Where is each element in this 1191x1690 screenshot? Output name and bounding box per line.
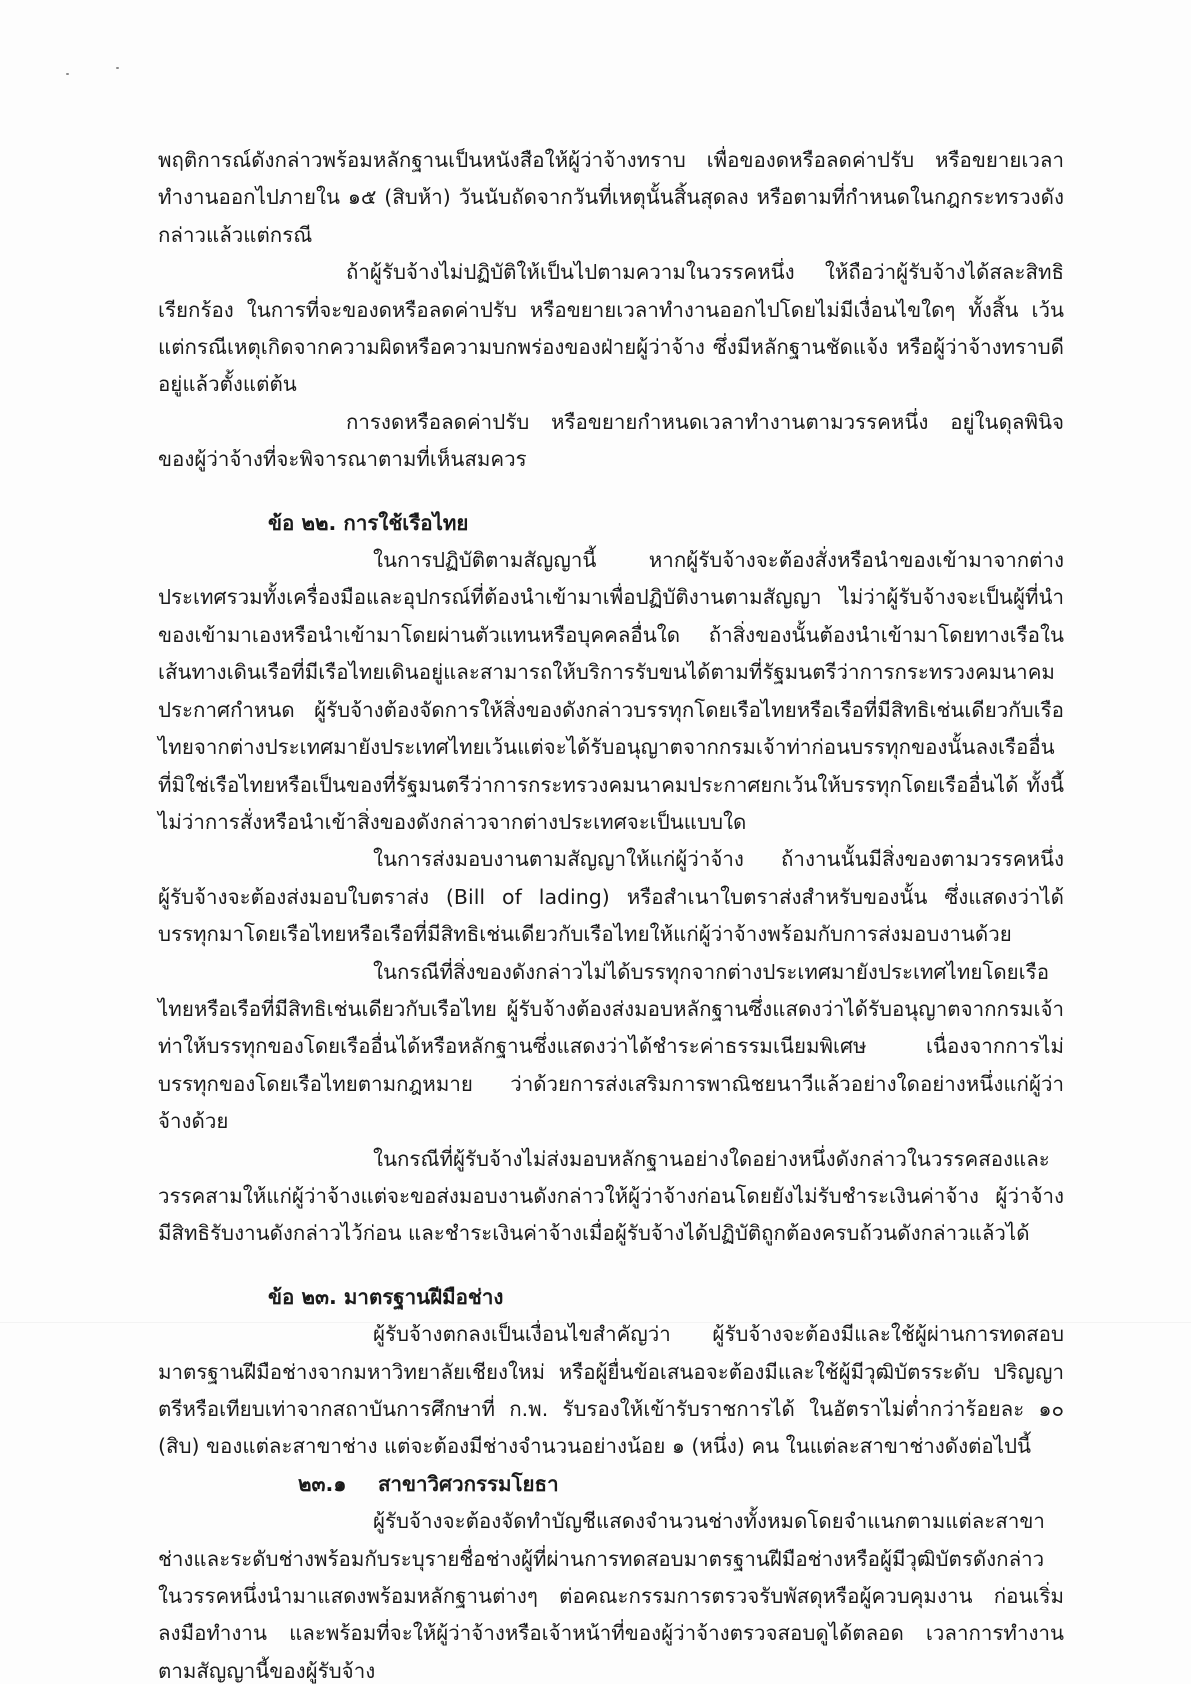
paragraph: ในกรณีที่สิ่งของดังกล่าวไม่ได้บรรทุกจากต่างประเทศมายังประเทศไทยโดยเรือไทยหรือเรือที่มีสิทธิเช่นเดียวกับเรือไทย ผู้รับจ้างต้องส่งมอบหลักฐานซึ่งแสดงว่าได้รับอนุญาตจากกรมเจ้าท่าให้บรรทุกของโดยเรืออื่นได้หรือหลักฐานซึ่งแสดงว่าได้ชำระค่าธรรมเนียมพิเศษ เนื่องจากการไม่บรรทุกของโดยเรือไทยตามกฎหมาย ว่าด้วยการส่งเสริมการพาณิชยนาวีแล้วอย่างใดอย่างหนึ่งแก่ผู้ว่าจ้างด้วย — [158, 959, 1064, 1134]
spacer — [158, 479, 1064, 505]
paragraph: ถ้าผู้รับจ้างไม่ปฏิบัติให้เป็นไปตามความในวรรคหนึ่ง ให้ถือว่าผู้รับจ้างได้สละสิทธิเรียกร้อง ในการที่จะของดหรือลดค่าปรับ หรือขยายเวลาทำงานออกไปโดยไม่มีเงื่อนไขใดๆ ทั้งสิ้น เว้นแต่กรณีเหตุเกิดจากความผิดหรือความบกพร่องของฝ่ายผู้ว่าจ้าง ซึ่งมีหลักฐานชัดแจ้ง หรือผู้ว่าจ้างทราบดีอยู่แล้วตั้งแต่ต้น — [158, 260, 1064, 397]
paragraph: การงดหรือลดค่าปรับ หรือขยายกำหนดเวลาทำงานตามวรรคหนึ่ง อยู่ในดุลพินิจของผู้ว่าจ้างที่จะพิจารณาตามที่เห็นสมควร — [158, 409, 1064, 472]
paragraph: พฤติการณ์ดังกล่าวพร้อมหลักฐานเป็นหนังสือให้ผู้ว่าจ้างทราบ เพื่อของดหรือลดค่าปรับ หรือขยายเวลาทำงานออกไปภายใน ๑๕ (สิบห้า) วันนับถัดจากวันที่เหตุนั้นสิ้นสุดลง หรือตามที่กำหนดในกฎกระทรวงดังกล่าวแล้วแต่กรณี — [158, 148, 1064, 247]
scan-speck — [116, 67, 119, 69]
section-22-heading: ข้อ ๒๒. การใช้เรือไทย — [268, 510, 469, 535]
subsection-23-1-heading — [158, 1466, 1064, 1503]
subsection-number: ๒๓.๑ — [298, 1471, 347, 1496]
scan-speck — [66, 73, 69, 75]
document-body — [158, 142, 1064, 1690]
paragraph: ในการส่งมอบงานตามสัญญาให้แก่ผู้ว่าจ้าง ถ้างานนั้นมีสิ่งของตามวรรคหนึ่งผู้รับจ้างจะต้องส่งมอบใบตราส่ง (Bill of lading) หรือสำเนาใบตราส่งสำหรับของนั้น ซึ่งแสดงว่าได้บรรทุกมาโดยเรือไทยหรือเรือที่มีสิทธิเช่นเดียวกับเรือไทยให้แก่ผู้ว่าจ้างพร้อมกับการส่งมอบงานด้วย — [158, 847, 1064, 947]
spacer — [158, 1253, 1064, 1279]
subsection-title: สาขาวิศวกรรมโยธา — [378, 1471, 559, 1496]
paragraph: ในกรณีที่ผู้รับจ้างไม่ส่งมอบหลักฐานอย่างใดอย่างหนึ่งดังกล่าวในวรรคสองและวรรคสามให้แก่ผู้ว่าจ้างแต่จะขอส่งมอบงานดังกล่าวให้ผู้ว่าจ้างก่อนโดยยังไม่รับชำระเงินค่าจ้าง ผู้ว่าจ้างมีสิทธิรับงานดังกล่าวไว้ก่อน และชำระเงินค่าจ้างเมื่อผู้รับจ้างได้ปฏิบัติถูกต้องครบถ้วนดังกล่าวแล้วได้ — [158, 1146, 1064, 1246]
section-23-heading: ข้อ ๒๓. มาตรฐานฝีมือช่าง — [268, 1284, 504, 1309]
paragraph: ผู้รับจ้างตกลงเป็นเงื่อนไขสำคัญว่า ผู้รับจ้างจะต้องมีและใช้ผู้ผ่านการทดสอบมาตรฐานฝีมือช่างจากมหาวิทยาลัยเชียงใหม่ หรือผู้ยื่นข้อเสนอจะต้องมีและใช้ผู้มีวุฒิบัตรระดับ ปริญญาตรีหรือเทียบเท่าจากสถาบันการศึกษาที่ ก.พ. รับรองให้เข้ารับราชการได้ ในอัตราไม่ต่ำกว่าร้อยละ ๑๐ (สิบ) ของแต่ละสาขาช่าง แต่จะต้องมีช่างจำนวนอย่างน้อย ๑ (หนึ่ง) คน ในแต่ละสาขาช่างดังต่อไปนี้ — [158, 1322, 1064, 1459]
paragraph: ในการปฏิบัติตามสัญญานี้ หากผู้รับจ้างจะต้องสั่งหรือนำของเข้ามาจากต่างประเทศรวมทั้งเครื่องมือและอุปกรณ์ที่ต้องนำเข้ามาเพื่อปฏิบัติงานตามสัญญา ไม่ว่าผู้รับจ้างจะเป็นผู้ที่นำของเข้ามาเองหรือนำเข้ามาโดยผ่านตัวแทนหรือบุคคลอื่นใด ถ้าสิ่งของนั้นต้องนำเข้ามาโดยทางเรือในเส้นทางเดินเรือที่มีเรือไทยเดินอยู่และสามารถให้บริการรับขนได้ตามที่รัฐมนตรีว่าการกระทรวงคมนาคมประกาศกำหนด ผู้รับจ้างต้องจัดการให้สิ่งของดังกล่าวบรรทุกโดยเรือไทยหรือเรือที่มีสิทธิเช่นเดียวกับเรือไทยจากต่างประเทศมายังประเทศไทยเว้นแต่จะได้รับอนุญาตจากกรมเจ้าท่าก่อนบรรทุกของนั้นลงเรืออื่นที่มิใช่เรือไทยหรือเป็นของที่รัฐมนตรีว่าการกระทรวงคมนาคมประกาศยกเว้นให้บรรทุกโดยเรืออื่นได้ ทั้งนี้ ไม่ว่าการสั่งหรือนำเข้าสิ่งของดังกล่าวจากต่างประเทศจะเป็นแบบใด — [158, 548, 1064, 834]
paragraph: ผู้รับจ้างจะต้องจัดทำบัญชีแสดงจำนวนช่างทั้งหมดโดยจำแนกตามแต่ละสาขาช่างและระดับช่างพร้อมกับระบุรายชื่อช่างผู้ที่ผ่านการทดสอบมาตรฐานฝีมือช่างหรือผู้มีวุฒิบัตรดังกล่าวในวรรคหนึ่งนำมาแสดงพร้อมหลักฐานต่างๆ ต่อคณะกรรมการตรวจรับพัสดุหรือผู้ควบคุมงาน ก่อนเริ่มลงมือทำงาน และพร้อมที่จะให้ผู้ว่าจ้างหรือเจ้าหน้าที่ของผู้ว่าจ้างตรวจสอบดูได้ตลอด เวลาการทำงานตามสัญญานี้ของผู้รับจ้าง — [158, 1509, 1064, 1683]
